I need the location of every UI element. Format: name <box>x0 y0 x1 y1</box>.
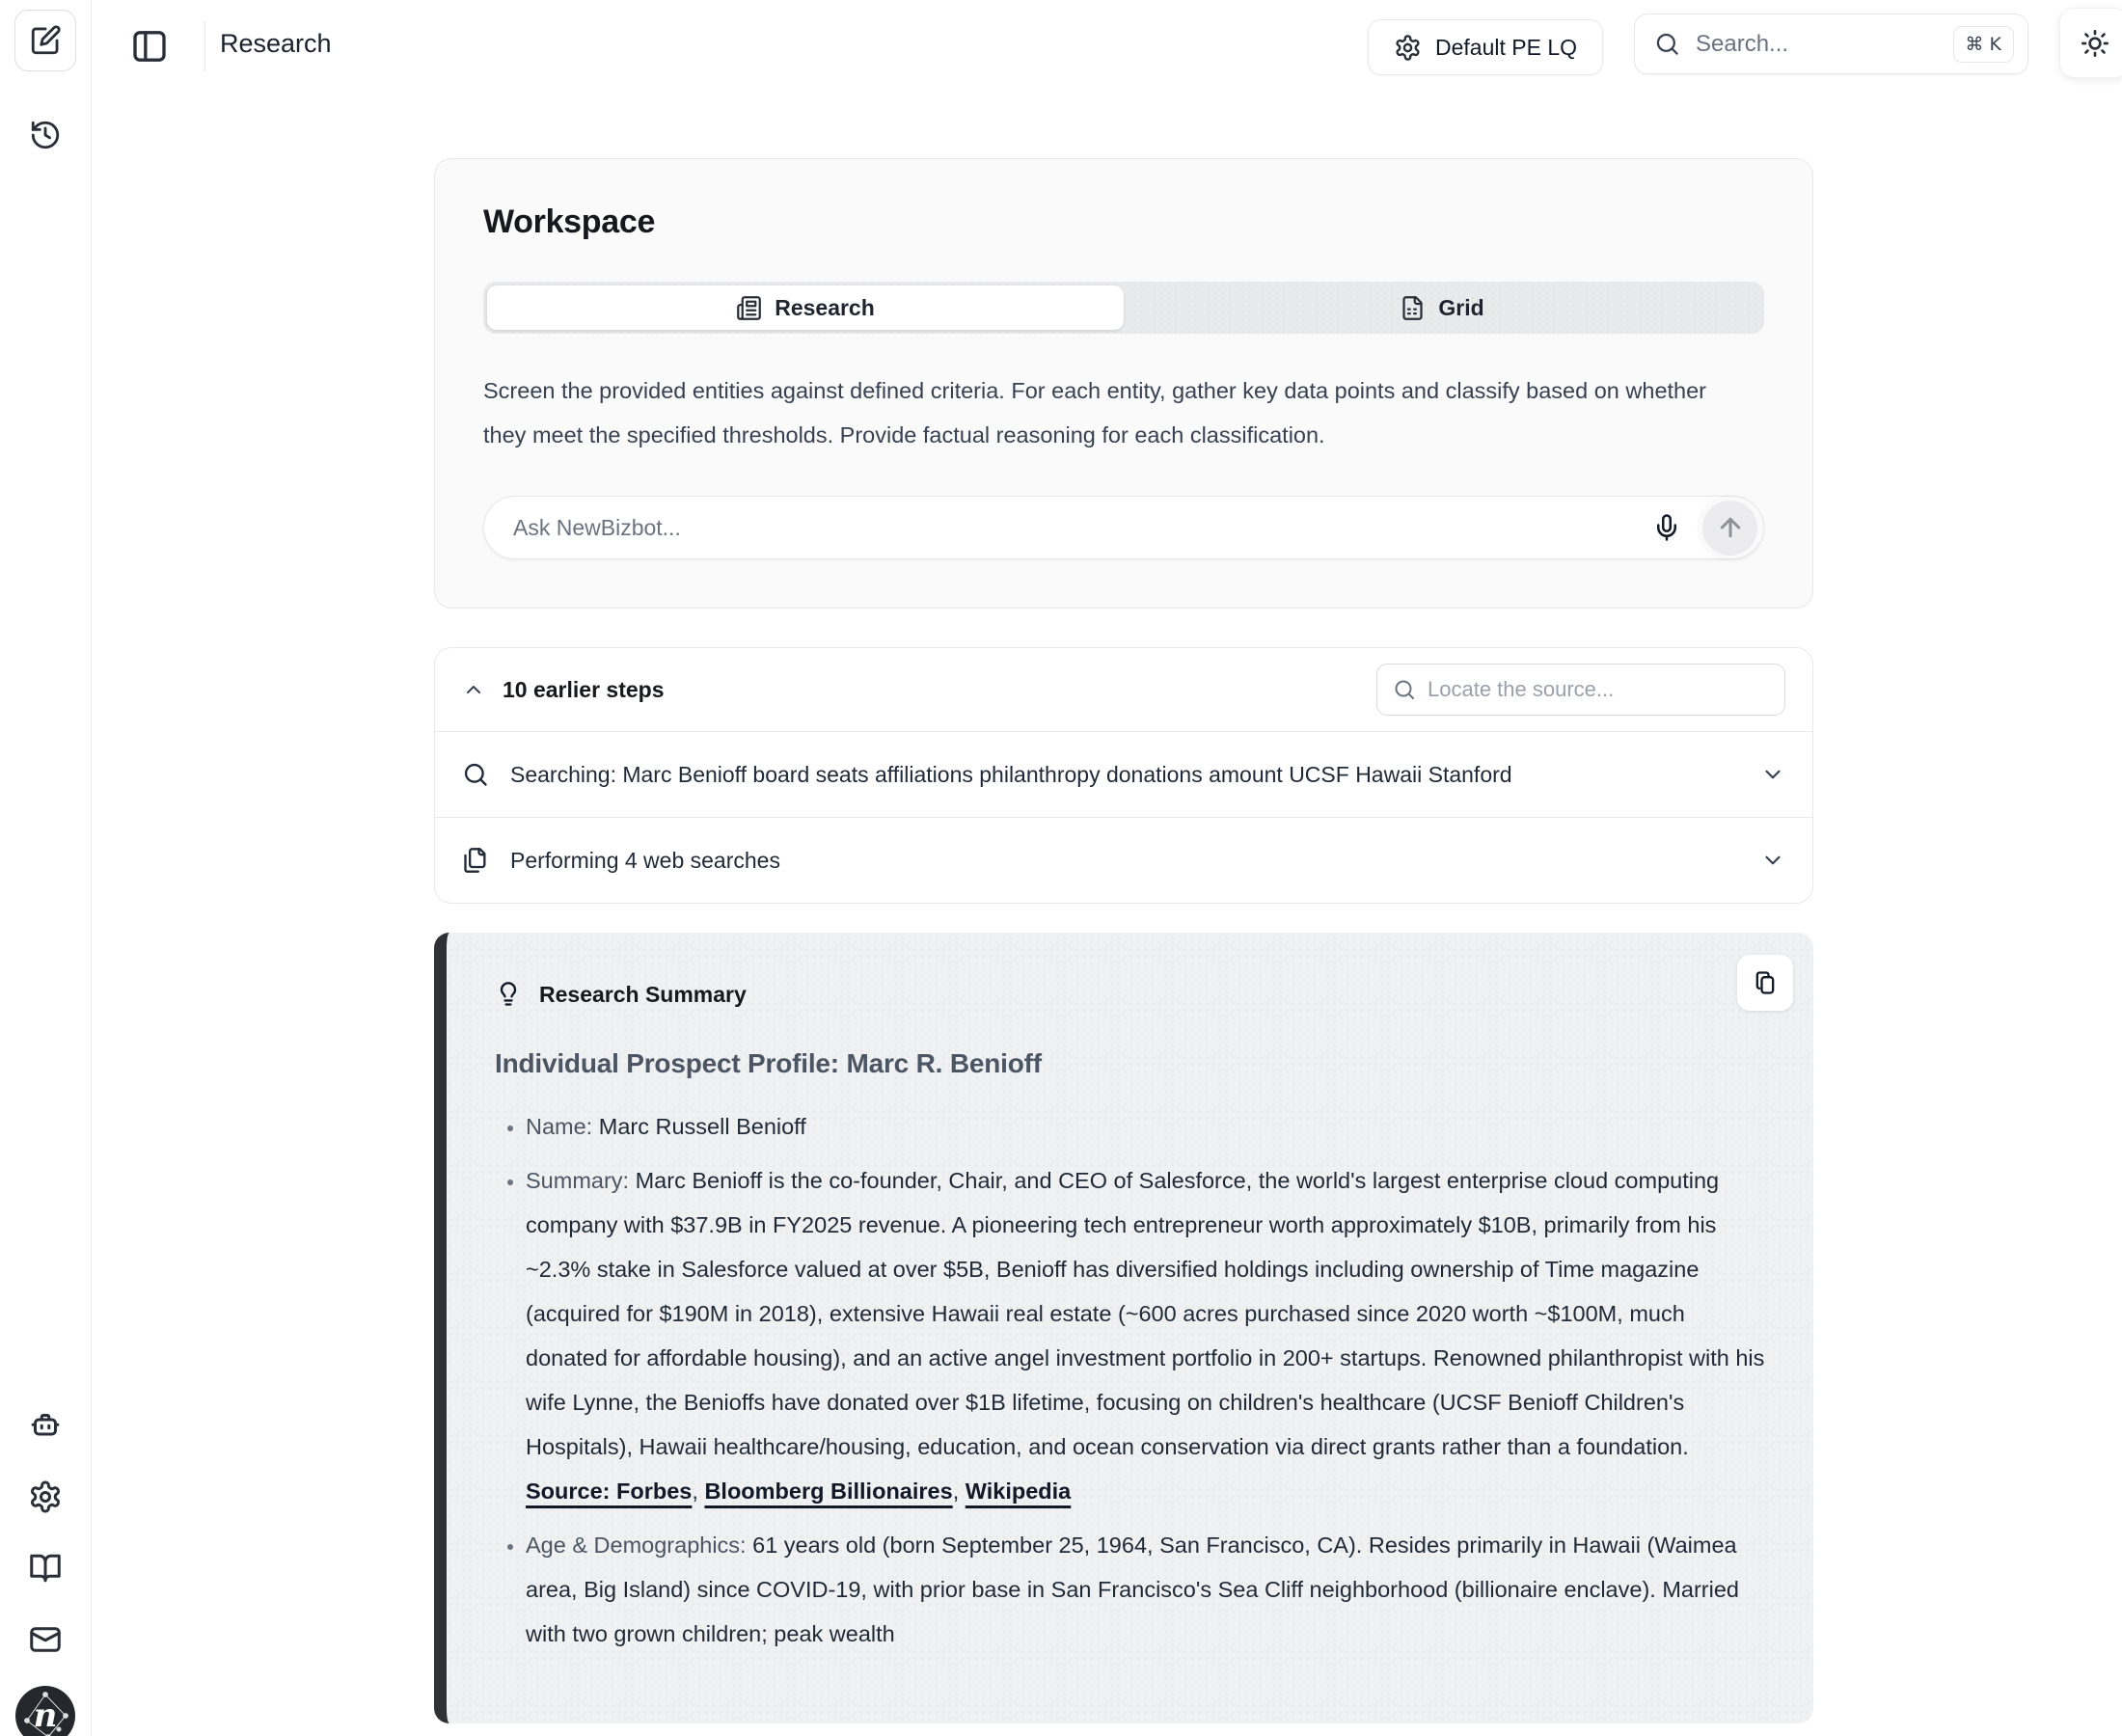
search-icon <box>1393 678 1416 701</box>
source-link-wikipedia[interactable]: Wikipedia <box>965 1478 1072 1504</box>
locate-source-box[interactable] <box>1376 664 1785 716</box>
locate-source-input[interactable] <box>1428 677 1769 702</box>
workspace-tab-group <box>483 282 1764 334</box>
sun-icon <box>2080 28 2110 59</box>
global-search[interactable] <box>1634 14 2028 74</box>
steps-count-label: 10 earlier steps <box>503 676 665 702</box>
workspace-card <box>434 158 1813 609</box>
compose-icon <box>29 24 62 57</box>
workspace-title: Workspace <box>483 203 656 240</box>
gear-icon <box>28 1479 63 1514</box>
page-title: Research <box>220 29 332 58</box>
research-summary-card <box>434 933 1813 1723</box>
tab-grid[interactable] <box>1124 285 1760 330</box>
book-icon <box>28 1551 63 1586</box>
sidebar-toggle-button[interactable] <box>130 25 173 68</box>
summary-card-title: Research Summary <box>539 981 747 1007</box>
newspaper-icon <box>736 295 762 321</box>
name-value: Marc Russell Benioff <box>592 1114 806 1139</box>
mail-icon <box>28 1622 63 1657</box>
send-button[interactable] <box>1702 501 1757 556</box>
mail-button[interactable] <box>20 1614 70 1665</box>
header-divider <box>204 21 205 71</box>
left-rail <box>0 0 92 1736</box>
robot-icon <box>28 1408 63 1443</box>
files-stack-icon <box>462 847 489 874</box>
chevron-up-icon <box>462 678 485 701</box>
summary-item <box>526 1158 1765 1513</box>
search-icon <box>462 761 489 788</box>
ask-input-container <box>483 496 1764 559</box>
microphone-icon <box>1652 513 1681 542</box>
prospect-profile-heading: Individual Prospect Profile: Marc R. Benioff <box>495 1048 1042 1078</box>
new-chat-button[interactable] <box>14 10 76 71</box>
workspace-description: Screen the provided entities against defined criteria. For each entity, gather key data points and classify based on whether they meet the specified thresholds. Provide factual reasoning for each classification. <box>483 378 1707 448</box>
age-value: 61 years old (born September 25, 1964, San Francisco, CA). Resides primarily in Hawaii (Waimea area, Big Island) since COVID-19, with prior base in San Francisco's Sea Cliff neighborhood (billionaire enclave). Married with two grown children; peak wealth <box>526 1533 1739 1646</box>
voice-input-button[interactable] <box>1646 507 1687 548</box>
source-link-forbes[interactable]: Source: Forbes <box>526 1478 693 1504</box>
step-text: Performing 4 web searches <box>510 848 780 873</box>
age-demographics-item <box>526 1523 1765 1656</box>
source-link-bloomberg[interactable]: Bloomberg Billionaires <box>704 1478 953 1504</box>
link-separator: , <box>952 1478 966 1504</box>
model-gear-icon <box>1394 34 1422 62</box>
lightbulb-icon <box>495 981 522 1008</box>
user-avatar[interactable] <box>15 1686 75 1736</box>
tab-research[interactable] <box>487 285 1124 330</box>
name-label: Name: <box>526 1114 593 1139</box>
top-bar <box>92 0 2122 93</box>
steps-card <box>434 647 1813 904</box>
panel-left-icon <box>130 27 173 66</box>
tab-research-label: Research <box>775 294 875 320</box>
step-row-searching[interactable] <box>435 731 1812 817</box>
model-selector-button[interactable] <box>1368 19 1603 75</box>
name-item <box>526 1104 1765 1149</box>
age-label: Age & Demographics: <box>526 1533 747 1558</box>
step-text: Searching: Marc Benioff board seats affiliations philanthropy donations amount UCSF Hawaii Stanford <box>510 762 1512 787</box>
rail-bottom-group <box>15 1400 75 1736</box>
theme-toggle-button[interactable] <box>2059 8 2122 78</box>
docs-button[interactable] <box>20 1543 70 1593</box>
search-icon <box>1654 31 1680 57</box>
global-search-input[interactable] <box>1696 31 1938 58</box>
ask-input[interactable] <box>513 515 1631 541</box>
main-content <box>434 158 1813 1723</box>
link-separator: , <box>692 1478 705 1504</box>
tab-grid-label: Grid <box>1438 294 1484 320</box>
bot-button[interactable] <box>20 1400 70 1451</box>
profile-bullet-list <box>495 1104 1765 1656</box>
summary-header <box>495 981 1765 1008</box>
search-shortcut-badge: ⌘ K <box>1953 26 2015 63</box>
copy-summary-button[interactable] <box>1737 955 1793 1011</box>
model-selector-label: Default PE LQ <box>1435 34 1578 60</box>
summary-label: Summary: <box>526 1168 630 1193</box>
avatar-letter: n <box>33 1696 58 1735</box>
history-button[interactable] <box>20 110 70 160</box>
chevron-down-icon <box>1760 848 1785 873</box>
settings-button[interactable] <box>20 1472 70 1522</box>
history-icon <box>29 119 62 151</box>
summary-text: Marc Benioff is the co-founder, Chair, and CEO of Salesforce, the world's largest enterprise cloud computing company with $37.9B in FY2025 revenue. A pioneering tech entrepreneur worth approximately $10B, primarily from his ~2.3% stake in Salesforce valued at over $5B, Benioff has diversified holdings including ownership of Time magazine (acquired for $190M in 2018), extensive Hawaii real estate (~600 acres purchased since 2020 worth ~$100M, much donated for affordable housing), and an active angel investment portfolio in 200+ startups. Renowned philanthropist with his wife Lynne, the Benioffs have donated over $1B lifetime, focusing on children's healthcare (UCSF Benioff Children's Hospitals), Hawaii healthcare/housing, education, and ocean conservation via direct grants rather than a foundation. <box>526 1168 1765 1459</box>
file-grid-icon <box>1400 295 1426 321</box>
arrow-up-icon <box>1716 513 1745 542</box>
collapse-steps-button[interactable] <box>462 677 665 703</box>
steps-header <box>435 648 1812 731</box>
step-row-websearches[interactable] <box>435 817 1812 903</box>
copy-icon <box>1752 969 1779 996</box>
chevron-down-icon <box>1760 762 1785 787</box>
